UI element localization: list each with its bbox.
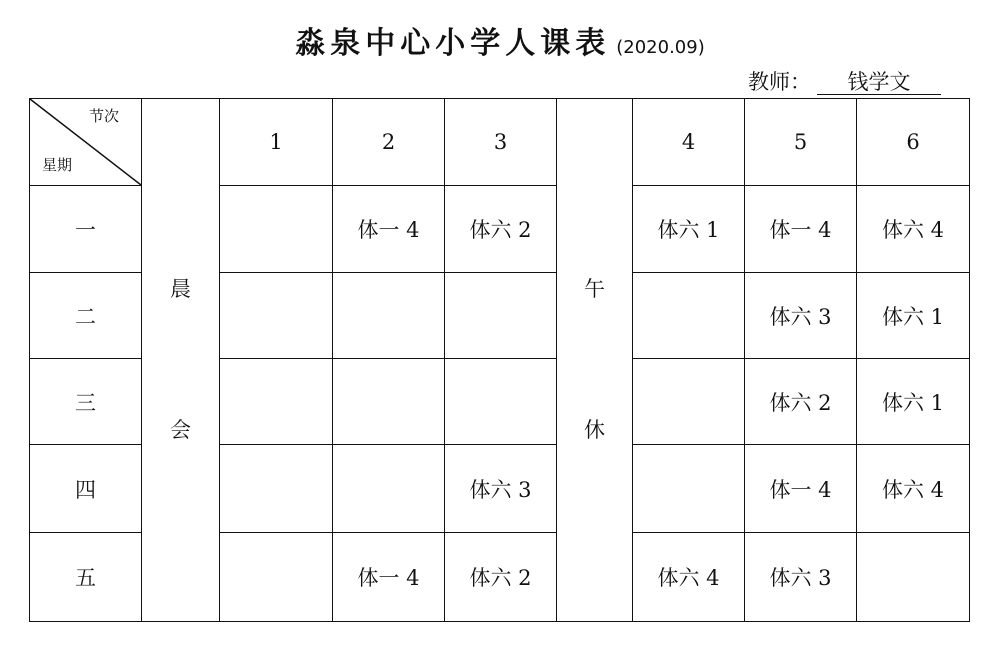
class-cell: 体六 3 <box>745 273 857 359</box>
day-label: 三 <box>30 359 142 445</box>
period-header: 5 <box>745 99 857 186</box>
class-cell: 体六 4 <box>633 533 745 622</box>
class-cell <box>633 445 745 533</box>
class-cell: 体六 1 <box>633 186 745 273</box>
class-cell: 体一 4 <box>333 186 445 273</box>
class-cell: 体六 1 <box>857 359 970 445</box>
teacher-name: 钱学文 <box>817 70 941 95</box>
period-header: 4 <box>633 99 745 186</box>
class-cell <box>220 359 333 445</box>
noon-break-char-1: 午 <box>584 277 605 301</box>
school-timetable-title: 淼泉中心小学人课表 <box>295 26 611 61</box>
class-cell: 体六 3 <box>745 533 857 622</box>
header-row <box>30 99 970 186</box>
class-cell <box>220 273 333 359</box>
class-cell: 体六 1 <box>857 273 970 359</box>
class-cell <box>333 445 445 533</box>
class-cell: 体六 4 <box>857 445 970 533</box>
period-header: 3 <box>445 99 557 186</box>
noon-break-cell <box>557 99 633 622</box>
class-cell <box>857 533 970 622</box>
noon-break-char-2: 休 <box>584 418 605 442</box>
class-cell <box>333 359 445 445</box>
class-cell: 体一 4 <box>745 186 857 273</box>
semester-date: (2020.09) <box>616 37 705 58</box>
class-cell: 体六 3 <box>445 445 557 533</box>
class-cell <box>633 359 745 445</box>
day-header-label: 星期 <box>42 156 73 174</box>
page-title <box>0 18 1000 62</box>
teacher-label: 教师： <box>748 70 811 94</box>
class-cell <box>633 273 745 359</box>
day-label: 五 <box>30 533 142 622</box>
day-label: 四 <box>30 445 142 533</box>
class-cell: 体六 2 <box>445 186 557 273</box>
class-cell: 体六 2 <box>445 533 557 622</box>
class-cell <box>220 445 333 533</box>
morning-meeting-char-2: 会 <box>170 418 191 442</box>
teacher-line <box>748 66 941 96</box>
class-cell: 体六 4 <box>857 186 970 273</box>
class-cell <box>445 273 557 359</box>
day-label: 一 <box>30 186 142 273</box>
morning-meeting-char-1: 晨 <box>170 277 191 301</box>
period-header: 1 <box>220 99 333 186</box>
corner-cell <box>30 99 142 186</box>
morning-meeting-cell <box>142 99 220 622</box>
day-label: 二 <box>30 273 142 359</box>
period-header: 6 <box>857 99 970 186</box>
period-header: 2 <box>333 99 445 186</box>
class-cell <box>445 359 557 445</box>
class-cell <box>220 186 333 273</box>
class-cell <box>333 273 445 359</box>
class-cell: 体一 4 <box>745 445 857 533</box>
period-header-label: 节次 <box>88 107 119 125</box>
timetable <box>29 98 970 622</box>
class-cell <box>220 533 333 622</box>
class-cell: 体六 2 <box>745 359 857 445</box>
class-cell: 体一 4 <box>333 533 445 622</box>
